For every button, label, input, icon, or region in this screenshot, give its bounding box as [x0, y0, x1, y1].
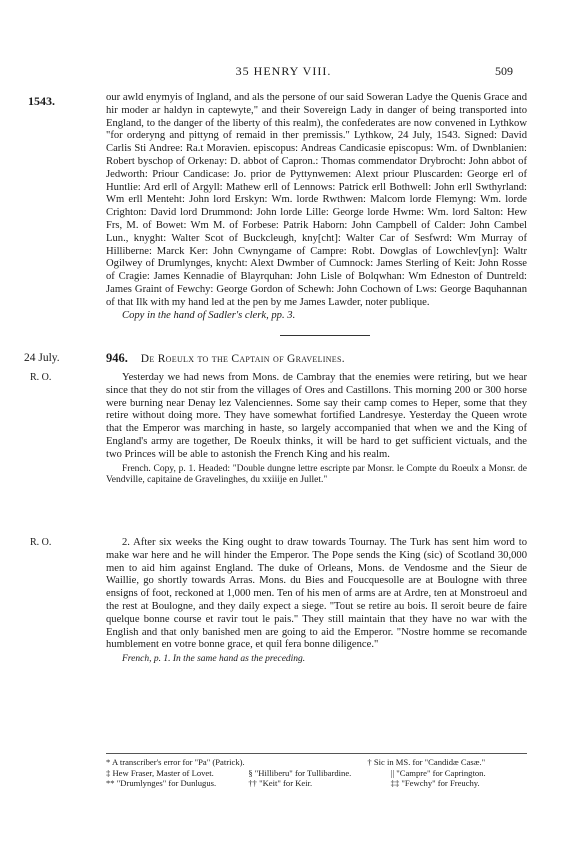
- footnote-row-3: [106, 778, 527, 789]
- document-heading: [106, 351, 527, 366]
- footnote: † Sic in MS. for "Candidæ Casæ.": [367, 757, 486, 767]
- footnote-row-1: [106, 757, 527, 768]
- document-date: 24 July.: [24, 352, 60, 364]
- paragraph-2-note: French, p. 1. In the same hand as the preceding.: [122, 654, 306, 665]
- paragraph-1-text: Yesterday we had news from Mons. de Cambray that the enemies were retiring, but we hear since that they do not stir from the villages of Ores and Castillons. This morning 200 or 300 horse were burning near Denay lez Valenciennes. Some say their camp comes to Heper, some that they retire without doing more. They have somewhat fortified Landresye. Yesterday the Queen wrote that the Emperor was marching in haste, so largely accompanied that when we and the King of England's army are together, De Roeulx thinks, it will be hard to get sufficient victuals, and the two Princes will be able to astonish the French King and his realm.: [106, 372, 527, 460]
- footnote: †† "Keit" for Keir.: [248, 778, 313, 789]
- page-number: 509: [495, 64, 513, 78]
- footnote-row-2: [106, 768, 527, 779]
- margin-ref-1: R. O.: [30, 372, 52, 383]
- running-title: 35 HENRY VIII.: [235, 64, 332, 78]
- footnote: * A transcriber's error for "Pa" (Patrick).: [106, 757, 245, 767]
- paragraph-1: [106, 372, 527, 487]
- paragraph-1-note: French. Copy, p. 1. Headed: "Double dungne lettre escripte par Monsr. le Compte du Roeulx a Monsr. de Vendville, capitaine de Gravelinghes, du xxiiije en Jullet.": [106, 463, 527, 486]
- year-label: 1543.: [28, 94, 55, 108]
- continued-entry: [106, 92, 527, 322]
- document-number: 946.: [106, 351, 128, 365]
- footnote: ‡‡ "Fewchy" for Freuchy.: [390, 778, 480, 789]
- footnote: ‡ Hew Fraser, Master of Lovet.: [106, 767, 214, 778]
- margin-ref-2: R. O.: [30, 537, 52, 548]
- paragraph-2: [106, 537, 527, 666]
- footnote: ** "Drumlynges" for Dunlugus.: [106, 778, 217, 789]
- continued-text: our awld enymyis of Ingland, and als the persone of our said Soweran Ladye the Quenis Grace and hir moder ar haldyn in captewyte," and their Sovereign Lady in danger of being transported into England, to the danger of the liberty of this realm), the confederates are now convened in Lythkow "for orderyng and pittyng of remaid in ther premissis." Lythkow, 24 July, 1543. Signed: David Carlis Sti Andree: Ra.t Moravien. episcopus: Andreas Candicasie episcopus: Wm. of Dwnblanien: Robert byschop of Orkenay: D. abbot of Capron.: Thomas commendator Drybrocht: John abbot of Jedworth: Priour Candicase: Jo. prior de Pyttynwemen: Alext priour Pluscarden: George erl of Huntlie: Ard erll of Argyll: Mathew erll of Lennows: Patrick erll Bothwell: John erll Swthyrland: Wm erll Menteht: John lord Erskyn: Wm. lorde Rwthwen: Malcom lorde Flemyng: Wm. lorde Crighton: David lord Drummond: John lorde Lille: George lorde Hwme: Wm. lord Salton: Hew Frs, M. of Bowet: Wm M. of Forbese: Patrik Haborn: John Campbell of Calder: John Cambel Lun., knyght: Walter Scot of Buckcleugh, kny[cht]: Walter Car of Sesfwrd: Wm Murray of Hilliberne: Marck Ker: John Cwnyngame of Campre: Robt. Dowglas of Lowchlev[yn]: Waltr Ogilwey of Drumlynges, knycht: Alext Dwmber of Cumnock: James Sterling of Keit: John Rosse of Cragie: James Kennadie of Blayrquhan: John Lisle of Bolqwhan: Wm Edneston of Duntreld: James Graint of Fewchy: George Gordon of Schewh: John Cochown of Lws: George Baquhannan of that Ilk with my hand led at the pen by me James Lawder, noter publique.: [106, 92, 527, 308]
- paragraph-2-text: 2. After six weeks the King ought to draw towards Tournay. The Turk has sent him word to make war here and he will hinder the Emperor. The Pope sends the King (sic) of Scotland 30,000 men to aid him against England. The duke of Orleans, Mons. de Vendosme and the Sieur de Waillie, go shortly towards Arras. Mons. du Bies and Foucquesolle are at Boulogne with three ensigns of foot, reckoned at 1,000 men. Ten of his men of arms are at Ardre, ten at Monstroeul and the rest at Boulogne, and they daily expect a siege. "Tout se retire au bois. Il seroit beure de faire quelque bonne course et ravir tout le pais." They still maintain that they have no war with the English and that only banished men are going to aid the Emperor. "Nostre homme se recomande humblement en votre bonne grace, et quil fera bonne diligence.": [106, 537, 527, 651]
- footnote-rule: [106, 753, 527, 754]
- footnote: || "Campre" for Caprington.: [390, 767, 486, 778]
- document-title: De Roeulx to the Captain of Gravelines.: [140, 353, 345, 365]
- footnotes: [106, 757, 527, 789]
- footnote: § "Hilliberu" for Tullibardine.: [248, 767, 352, 778]
- copy-note: Copy in the hand of Sadler's clerk, pp. 3.: [122, 309, 296, 321]
- section-divider: [280, 335, 370, 336]
